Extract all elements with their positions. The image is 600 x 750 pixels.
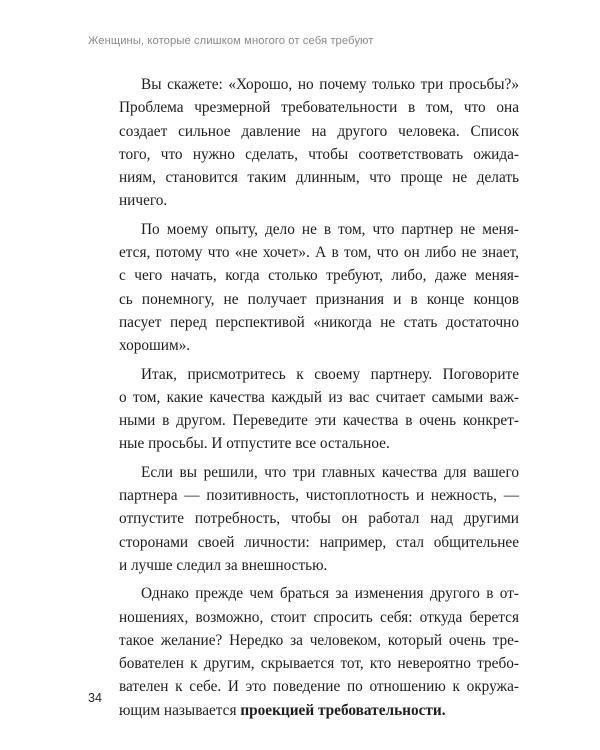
text-line: пасует перед перспективой «никогда не стать достаточно [119,313,519,331]
text-line: ниям, становится таким длинным, что проще не делать [119,169,519,187]
body-text [119,73,519,722]
text-line: ничего. [119,192,168,210]
text-line: партнера — позитивность, чистоплотность и нежность, — [119,487,519,505]
text-line: бователен к другим, скрывается тот, кто невероятно требо- [119,655,519,673]
text-line: Итак, присмотритесь к своему партнеру. Поговорите [141,365,519,383]
text-line: такое желание? Нередко за человеком, который очень тре- [119,631,519,649]
text-line: и лучше следил за внешностью. [119,556,328,574]
text-line: ношениях, возможно, стоит спросить себя: откуда берется [119,608,519,626]
text-line: вателен к себе. И это поведение по отношению к окружа- [119,678,519,696]
page-number: 34 [88,691,102,705]
text-line: Однако прежде чем браться за изменения другого в от- [141,585,519,603]
text-line: Вы скажете: «Хорошо, но почему только три просьбы?» [141,76,519,93]
text-line: отпустите потребность, чтобы он работал над другими [119,510,519,528]
text-line [119,699,519,722]
text-line: о том, какие качества каждый из вас считает самыми важ- [119,388,519,406]
text-line: того, что нужно сделать, чтобы соответствовать ожида- [119,145,519,163]
text-line: По моему опыту, дело не в том, что партнер не меня- [141,220,519,238]
paragraph-2 [119,218,519,358]
text-line: сторонами своей личности: например, стал общительнее [119,533,519,551]
text-line: создает сильное давление на другого человека. Список [119,122,519,140]
text-line: ется, потому что «не хочет». А в том, что он либо не знает, [119,244,519,262]
text-line: хорошим». [119,337,191,355]
paragraph-4 [119,461,519,577]
text-line: с чего начать, когда столько требуют, либо, даже меняя- [119,267,519,285]
text-line: Если вы решили, что три главных качества для вашего [141,463,519,481]
paragraph-3 [119,363,519,456]
text-line: Проблема чрезмерной требовательности в том, что она [119,99,519,117]
paragraph-1 [119,73,519,213]
text-line: ными в другом. Переведите эти качества в очень конкрет- [119,412,519,430]
text-run: ющим называется [119,701,241,719]
running-head: Женщины, которые слишком многого от себя требуют [88,35,374,47]
bold-term: проекцией требовательности. [240,701,446,719]
text-line: ные просьбы. И отпустите все остальное. [119,435,390,453]
text-line: сь понемногу, не получает признания и в конце концов [119,290,519,308]
paragraph-5 [119,582,519,722]
